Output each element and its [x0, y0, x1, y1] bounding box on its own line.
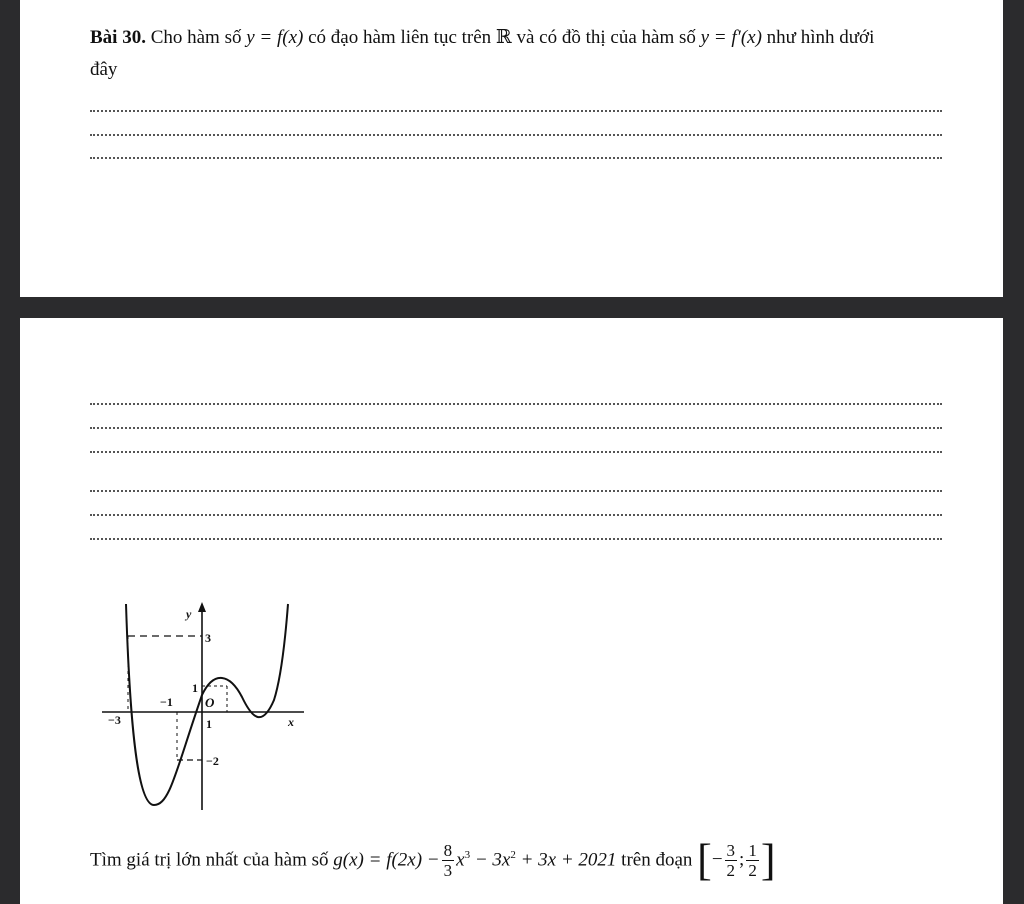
- y-axis-arrow-icon: [198, 602, 206, 612]
- answer-dotted-line: [90, 538, 942, 540]
- derivative-graph: [102, 600, 312, 812]
- answer-dotted-line: [90, 134, 942, 136]
- tick-label-x-neg1: −1: [160, 695, 173, 709]
- axis-y-label: y: [186, 607, 192, 621]
- axis-x-label: x: [288, 715, 294, 729]
- answer-dotted-line: [90, 490, 942, 492]
- problem-statement-line-1: [90, 26, 874, 50]
- problem-number: Bài 30.: [90, 27, 146, 48]
- origin-label: O: [205, 695, 215, 710]
- answer-dotted-line: [90, 157, 942, 159]
- answer-dotted-line: [90, 110, 942, 112]
- fraction-eight-thirds: $\frac{8}{3}$: [443, 841, 453, 881]
- tick-label-y3: 3: [205, 631, 211, 645]
- answer-dotted-line: [90, 451, 942, 453]
- question-lead: Tìm giá trị lớn nhất của hàm số: [90, 849, 329, 871]
- g-function-lhs: g(x) = f(2x) −: [333, 849, 440, 871]
- statement-part-2: có đạo hàm liên tục trên ℝ và có đồ thị của hàm số: [308, 27, 696, 48]
- question-line: Tìm giá trị lớn nhất của hàm số g(x) = f(2x) − $\frac{8}{3}$ $x^3 - 3x^2 + 3x + 2021$ trên đoạn [− $\frac{3}{2}$ ; $\frac{1}{2}$ ]: [90, 835, 776, 885]
- tick-label-x-neg3: −3: [108, 713, 121, 727]
- statement-part-1: Cho hàm số: [150, 27, 242, 48]
- document-page-1: [20, 0, 1003, 297]
- tick-label-y1: 1: [192, 681, 198, 695]
- tick-label-y-neg2: −2: [206, 754, 219, 768]
- statement-part-3: như hình dưới: [766, 27, 875, 48]
- answer-dotted-line: [90, 403, 942, 405]
- function-f-prime: y = f′(x): [700, 27, 762, 48]
- answer-dotted-line: [90, 427, 942, 429]
- document-page-2: [20, 318, 1003, 904]
- interval-label: trên đoạn: [621, 849, 693, 871]
- answer-dotted-line: [90, 514, 942, 516]
- problem-statement-line-2: đây: [90, 59, 118, 80]
- tick-label-x1: 1: [206, 717, 212, 731]
- function-f: y = f(x): [246, 27, 304, 48]
- interval: [− $\frac{3}{2}$ ; $\frac{1}{2}$ ]: [697, 835, 776, 885]
